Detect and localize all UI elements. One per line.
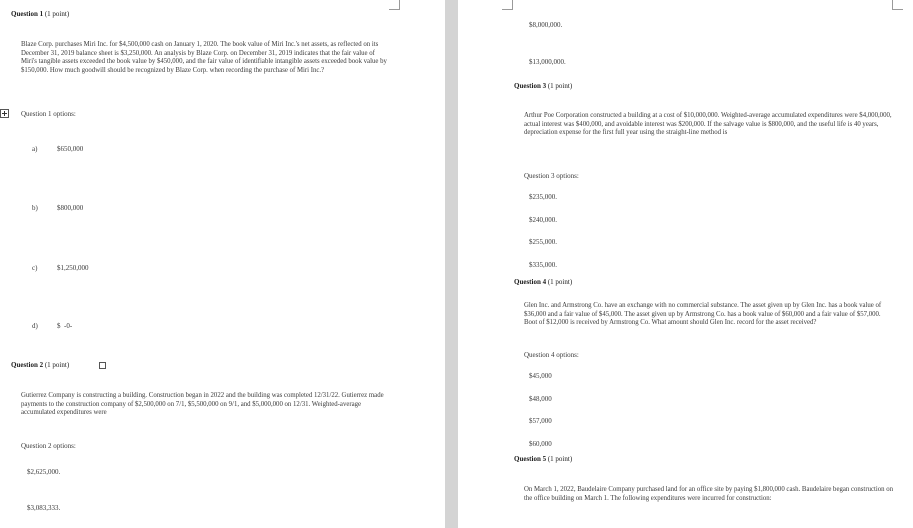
page-corner-mark [389,0,400,10]
move-handle-icon[interactable] [0,109,9,118]
question-5-title: Question 5 [514,455,547,463]
option-letter: b) [32,204,38,212]
option-value: $800,000 [57,204,84,212]
question-2-option-2[interactable]: $3,083,333. [27,504,61,512]
option-value: $1,250,000 [57,264,89,272]
question-5-points: (1 point) [547,455,573,463]
question-3-option-3[interactable]: $255,000. [529,238,557,246]
option-letter: d) [32,322,38,330]
question-2-options-label: Question 2 options: [21,442,76,450]
flag-checkbox[interactable] [99,362,106,369]
question-3-option-2[interactable]: $240,000. [529,216,557,224]
question-4-option-1[interactable]: $45,000 [529,372,552,380]
question-4-points: (1 point) [547,278,573,286]
question-2-title: Question 2 [11,361,44,369]
option-letter: c) [32,264,38,272]
question-2-option-4[interactable]: $13,000,000. [529,58,566,66]
question-3-option-4[interactable]: $335,000. [529,261,557,269]
question-1-options-label: Question 1 options: [21,110,76,118]
question-4-option-3[interactable]: $57,000 [529,417,552,425]
right-page [458,0,913,528]
question-5-text: On March 1, 2022, Baudelaire Company purchased land for an office site by paying $1,800,000 cash. Baudelaire began construction on the office building on March 1. The following expenditures were incurred for construction: [524,486,894,502]
question-2-header [11,361,69,369]
page-corner-mark [502,0,513,10]
question-4-header [514,278,572,286]
question-4-option-2[interactable]: $48,000 [529,395,552,403]
question-1-text: Blaze Corp. purchases Miri Inc. for $4,500,000 cash on January 1, 2020. The book value of Miri Inc.'s net assets, as reflected on its December 31, 2019 balance sheet is $3,250,000. An analysis by Blaze Corp. on December 31, 2019 indicates that the fair value of Miri's tangible assets exceeded the book value by $450,000, and the fair value of identifiable intangible assets exceeded book value by $150,000. How much goodwill should be recognized by Blaze Corp. when recording the purchase of Miri Inc.? [21,41,387,75]
question-2-text: Gutierrez Company is constructing a building. Construction began in 2022 and the building was completed 12/31/22. Gutierrez made payments to the construction company of $2,500,000 on 7/1, $5,500,000 on 9/1, and $5,000,000 on 12/31. Weighted-average accumulated expenditures were [21,392,384,417]
question-3-header [514,82,572,90]
option-value: $650,000 [57,145,84,153]
question-3-options-label: Question 3 options: [524,172,579,180]
question-4-title: Question 4 [514,278,547,286]
page-corner-mark [892,0,903,10]
question-5-header [514,455,572,463]
question-2-option-1[interactable]: $2,625,000. [27,468,61,476]
question-4-text: Glen Inc. and Armstrong Co. have an exchange with no commercial substance. The asset given up by Glen Inc. has a book value of $36,000 and a fair value of $45,000. The asset given up by Armstrong Co. has a book value of $60,000 and a fair value of $57,000. Boot of $12,000 is received by Armstrong Co. What amount should Glen Inc. record for the asset received? [524,302,882,327]
option-value: $ -0- [57,322,73,330]
question-1-title: Question 1 [11,10,44,18]
option-letter: a) [32,145,38,153]
question-2-option-3[interactable]: $8,000,000. [529,21,563,29]
question-4-option-4[interactable]: $60,000 [529,440,552,448]
question-1-header [11,10,69,18]
question-3-title: Question 3 [514,82,547,90]
question-3-text: Arthur Poe Corporation constructed a building at a cost of $10,000,000. Weighted-average accumulated expenditures were $4,000,000, actual interest was $400,000, and avoidable interest was $200,000. If the salvage value is $800,000, and the useful life is 40 years, depreciation expense for the first full year using the straight-line method is [524,112,892,137]
left-page [0,0,445,528]
question-3-option-1[interactable]: $235,000. [529,193,557,201]
question-2-points: (1 point) [44,361,70,369]
question-3-points: (1 point) [547,82,573,90]
question-1-points: (1 point) [44,10,70,18]
question-4-options-label: Question 4 options: [524,351,579,359]
